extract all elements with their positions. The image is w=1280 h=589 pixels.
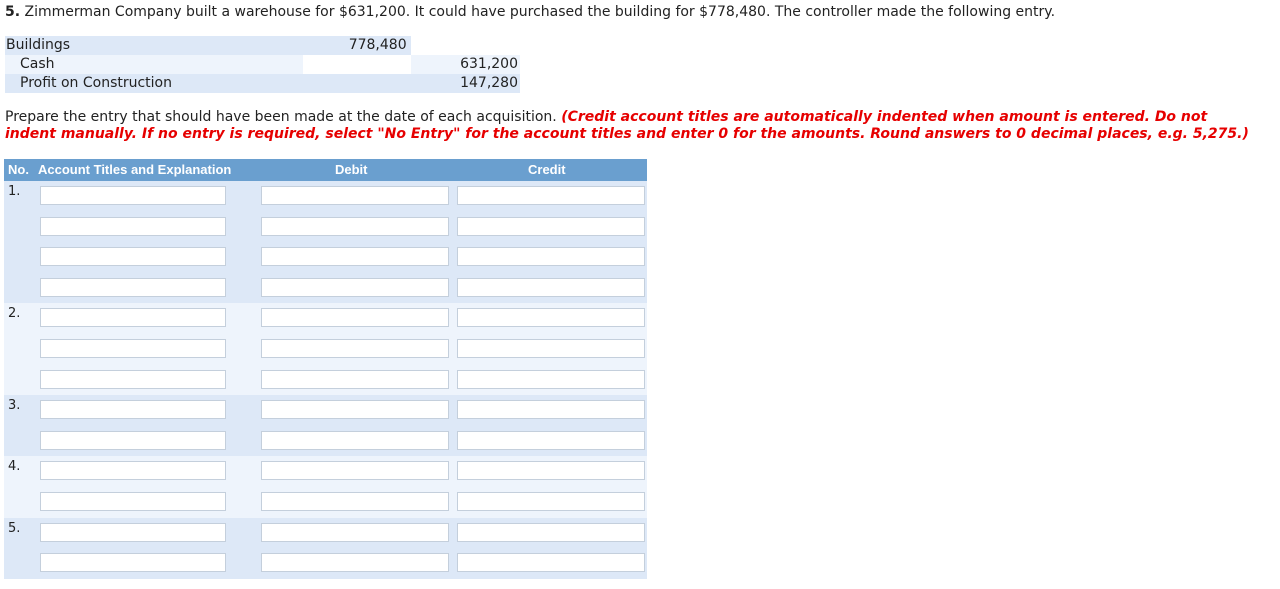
account-title-input[interactable] <box>40 278 226 297</box>
given-credit <box>411 36 520 55</box>
debit-input[interactable] <box>261 339 449 358</box>
entry-5-line-1 <box>4 518 647 549</box>
entry-4-line-2 <box>4 487 647 518</box>
debit-input[interactable] <box>261 278 449 297</box>
account-title-input[interactable] <box>40 339 226 358</box>
given-row <box>5 55 520 74</box>
credit-input[interactable] <box>457 186 645 205</box>
debit-input[interactable] <box>261 308 449 327</box>
credit-input[interactable] <box>457 217 645 236</box>
entry-number: 1. <box>8 184 21 199</box>
account-title-input[interactable] <box>40 553 226 572</box>
given-debit <box>303 55 411 74</box>
instructions-note: (Credit account titles are automatically indented when amount is entered. Do not indent manually. If no entry is required, select "No Entry" for the account titles and enter 0 for the amounts. Round answers to 0 decimal places, e.g. 5,275.) <box>5 109 1249 142</box>
given-account: Buildings <box>5 36 303 55</box>
entry-number: 2. <box>8 306 21 322</box>
question-text <box>5 3 1055 21</box>
debit-input[interactable] <box>261 492 449 511</box>
account-title-input[interactable] <box>40 461 226 480</box>
credit-input[interactable] <box>457 553 645 572</box>
debit-input[interactable] <box>261 461 449 480</box>
credit-input[interactable] <box>457 400 645 419</box>
entry-4-line-1 <box>4 456 647 487</box>
entry-number: 4. <box>8 459 21 475</box>
entry-5-line-2 <box>4 548 647 579</box>
credit-input[interactable] <box>457 431 645 450</box>
given-account: Cash <box>5 55 303 74</box>
grid-header <box>4 159 647 181</box>
account-title-input[interactable] <box>40 400 226 419</box>
given-credit: 631,200 <box>411 55 520 74</box>
header-credit: Credit <box>528 162 566 177</box>
header-debit: Debit <box>335 162 368 177</box>
debit-input[interactable] <box>261 523 449 542</box>
debit-input[interactable] <box>261 247 449 266</box>
account-title-input[interactable] <box>40 523 226 542</box>
credit-input[interactable] <box>457 492 645 511</box>
debit-input[interactable] <box>261 553 449 572</box>
entry-2-line-1 <box>4 303 647 334</box>
account-title-input[interactable] <box>40 186 226 205</box>
question-number: 5. <box>5 4 21 20</box>
grid-body <box>4 181 647 579</box>
entry-1-line-3 <box>4 242 647 273</box>
given-debit <box>303 74 411 93</box>
entry-1-line-2 <box>4 212 647 243</box>
account-title-input[interactable] <box>40 247 226 266</box>
debit-input[interactable] <box>261 431 449 450</box>
entry-3-line-2 <box>4 426 647 457</box>
given-entry-table <box>5 36 520 93</box>
account-title-input[interactable] <box>40 308 226 327</box>
debit-input[interactable] <box>261 186 449 205</box>
account-title-input[interactable] <box>40 431 226 450</box>
journal-entry-grid <box>4 159 647 579</box>
instructions <box>5 109 1255 143</box>
entry-number: 5. <box>8 520 21 536</box>
given-row <box>5 36 520 55</box>
given-debit: 778,480 <box>303 36 411 55</box>
header-account-titles: Account Titles and Explanation <box>38 162 232 177</box>
credit-input[interactable] <box>457 308 645 327</box>
given-row <box>5 74 520 93</box>
entry-1-line-4 <box>4 273 647 304</box>
debit-input[interactable] <box>261 400 449 419</box>
given-credit: 147,280 <box>411 74 520 93</box>
credit-input[interactable] <box>457 278 645 297</box>
instructions-plain: Prepare the entry that should have been made at the date of each acquisition. <box>5 109 562 125</box>
entry-2-line-2 <box>4 334 647 365</box>
header-no: No. <box>8 162 29 177</box>
account-title-input[interactable] <box>40 217 226 236</box>
credit-input[interactable] <box>457 247 645 266</box>
credit-input[interactable] <box>457 523 645 542</box>
entry-2-line-3 <box>4 365 647 396</box>
entry-number: 3. <box>8 398 21 414</box>
credit-input[interactable] <box>457 370 645 389</box>
debit-input[interactable] <box>261 217 449 236</box>
account-title-input[interactable] <box>40 492 226 511</box>
question-body: Zimmerman Company built a warehouse for $631,200. It could have purchased the building for $778,480. The controller made the following entry. <box>20 4 1056 20</box>
credit-input[interactable] <box>457 339 645 358</box>
account-title-input[interactable] <box>40 370 226 389</box>
entry-1-line-1 <box>4 181 647 212</box>
given-account: Profit on Construction <box>5 74 303 93</box>
credit-input[interactable] <box>457 461 645 480</box>
entry-3-line-1 <box>4 395 647 426</box>
debit-input[interactable] <box>261 370 449 389</box>
